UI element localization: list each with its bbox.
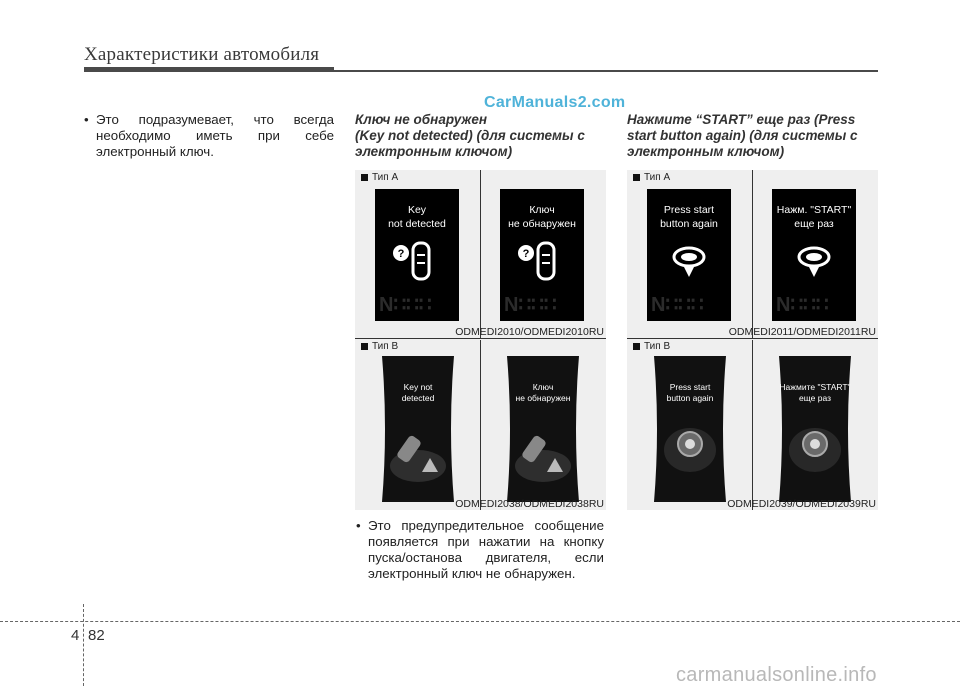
col2-divider-top [480,170,481,338]
col2-screen-a-en: Key not detected ? N∷∷∷ [375,189,459,321]
col3-type-a-label: Тип A [633,172,670,183]
col2-bullet [356,518,604,582]
watermark-bottom: carmanualsonline.info [676,664,877,686]
col3-type-b-label: Тип B [633,341,670,352]
square-icon [633,343,640,350]
background-letters: N∷∷∷ [379,294,432,316]
svg-text:?: ? [522,248,530,260]
watermark-top: CarManuals2.com [484,94,626,111]
svg-text:?: ? [397,248,405,260]
header-rule-thin [84,70,878,72]
col3-code-b: ODMEDI2039/ODMEDI2039RU [727,498,876,510]
chapter-number: 4 [71,627,80,644]
section-title: Характеристики автомобиля [84,44,320,65]
square-icon [361,174,368,181]
col2-screen-a-ru: Ключ не обнаружен ? N∷∷∷ [500,189,584,321]
col2-heading-ru: Ключ не обнаружен [355,112,487,127]
col2-type-a-label: Тип A [361,172,398,183]
cluster-lcd-key-icon [501,356,585,502]
col3-screen-a-en: Press start button again N∷∷∷ [647,189,731,321]
col1-bullet [84,112,334,160]
square-icon [633,174,640,181]
col3-divider-mid [627,338,878,339]
col2-divider-bottom [480,340,481,510]
background-letters: N∷∷∷ [776,294,829,316]
cluster-lcd-start-button-icon [648,356,732,502]
col2-divider-mid [355,338,606,339]
background-letters: N∷∷∷ [651,294,704,316]
col2-bullet-text: Это предупредительное сообщение появляется при нажатии на кнопку пуска/останова двигателя, если электронный ключ не обнаружен. [368,518,604,581]
col2-code-b: ODMEDI2038/ODMEDI2038RU [455,498,604,510]
col2-heading [355,112,605,160]
col2-type-b-label: Тип B [361,341,398,352]
col3-code-a: ODMEDI2011/ODMEDI2011RU [728,326,876,338]
footer-dashed-vline [83,604,84,686]
col2-code-a: ODMEDI2010/ODMEDI2010RU [455,326,604,338]
background-letters: N∷∷∷ [504,294,557,316]
bullet-dot: • [356,518,361,533]
col3-heading: Нажмите “START” еще раз (Press start button again) (для системы с электронным ключом) [627,112,858,159]
cluster-lcd-key-icon [376,356,460,502]
col3-figure-panel [627,170,878,510]
square-icon [361,343,368,350]
col2-heading-en: (Key not detected) (для системы с электронным ключом) [355,128,585,159]
col2-screen-b-ru: Ключ не обнаружен [501,356,585,502]
col3-screen-a-ru: Нажм. "START" еще раз N∷∷∷ [772,189,856,321]
col2-screen-b-en: Key not detected [376,356,460,502]
footer-dashed-line [0,621,960,622]
col3-divider-bottom [752,340,753,510]
col3-screen-b-ru: Нажмите "START" еще раз [773,356,857,502]
page-number: 82 [88,627,105,644]
col3-divider-top [752,170,753,338]
bullet-dot: • [84,112,89,127]
cluster-lcd-start-button-icon [773,356,857,502]
col3-screen-b-en: Press start button again [648,356,732,502]
col2-figure-panel [355,170,606,510]
col1-bullet-text: Это подразумевает, что всегда необходимо иметь при себе электронный ключ. [96,112,334,159]
